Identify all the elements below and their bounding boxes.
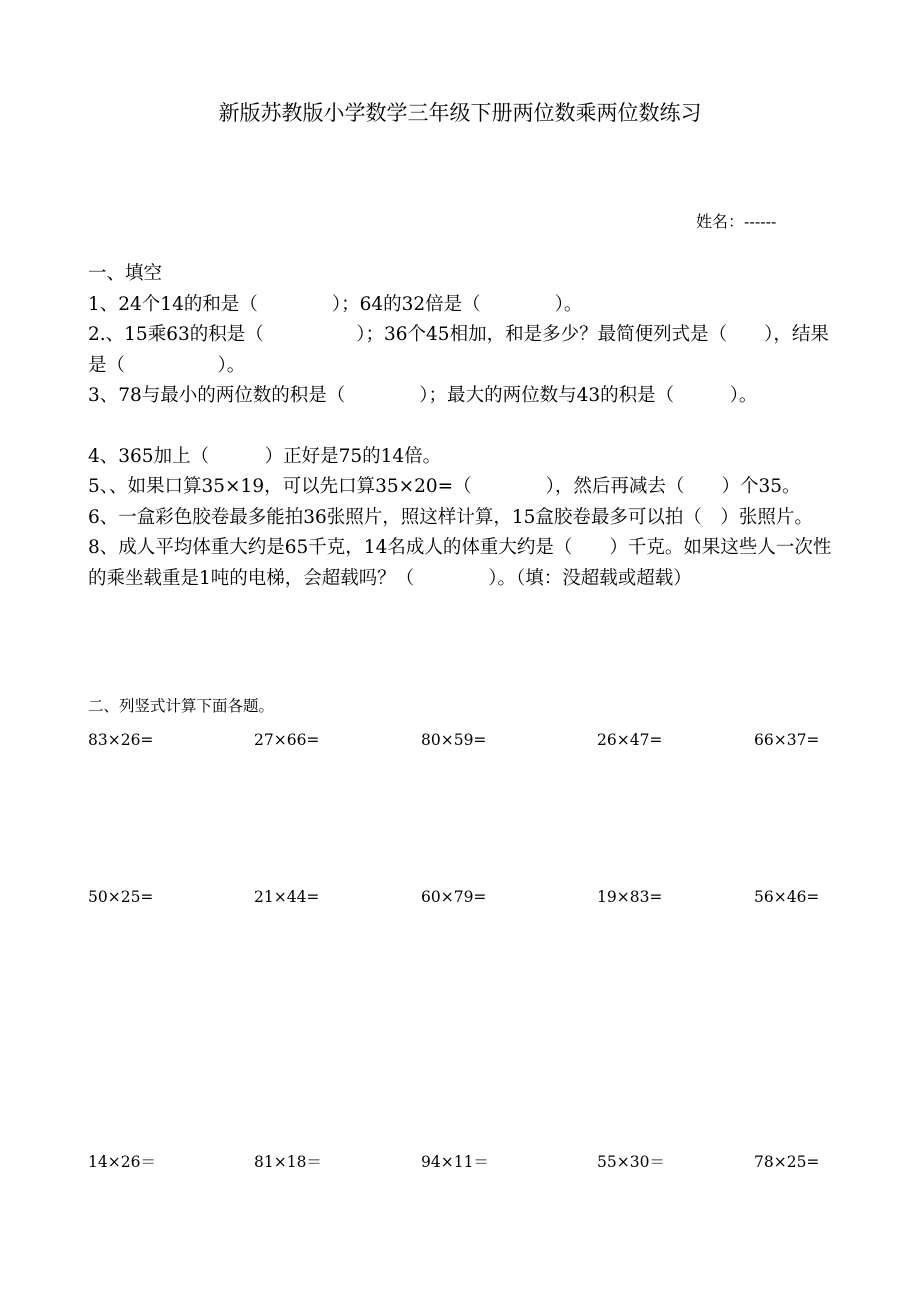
calc-problem: 14×26＝: [88, 1153, 156, 1171]
section-heading-vertical-calc: 二、列竖式计算下面各题。: [88, 697, 275, 715]
calc-problem: 66×37=: [754, 731, 820, 749]
question-5: 5、、如果口算35×19，可以先口算35×20=（ ），然后再减去（ ）个35。: [88, 476, 801, 497]
question-3: 3、78与最小的两位数的积是（ ）；最大的两位数与43的积是（ ）。: [88, 385, 758, 406]
name-field-label: 姓名：------: [696, 212, 777, 231]
question-2: 2.、15乘63的积是（ ）；36个45相加，和是多少？最简便列式是（ ），结果是（ ）。: [88, 324, 829, 376]
calc-problem: 60×79=: [421, 888, 487, 906]
calc-problem: 83×26=: [88, 731, 154, 749]
calc-problem: 50×25=: [88, 888, 154, 906]
calc-problem: 26×47=: [597, 731, 663, 749]
calc-problem: 19×83=: [597, 888, 663, 906]
calc-problem: 80×59=: [421, 731, 487, 749]
calc-problem: 21×44=: [254, 888, 320, 906]
calc-problem: 78×25=: [754, 1153, 820, 1171]
question-4: 4、365加上（ ）正好是75的14倍。: [88, 445, 442, 467]
fill-in-section: [88, 259, 840, 594]
calc-problem: 56×46=: [754, 888, 820, 906]
page-title: 新版苏教版小学数学三年级下册两位数乘两位数练习: [218, 101, 702, 125]
calc-problem: 94×11＝: [421, 1153, 489, 1171]
question-6: 6、一盒彩色胶卷最多能拍36张照片，照这样计算，15盒胶卷最多可以拍（ ）张照片。: [88, 506, 813, 528]
calc-row-2: [0, 884, 920, 910]
question-8: 8、成人平均体重大约是65千克，14名成人的体重大约是（ ）千克。如果这些人一次性的乘坐载重是1吨的电梯，会超载吗？（ ）。（填：没超载或超载）: [88, 537, 832, 589]
calc-row-3: [0, 1149, 920, 1175]
calc-problem: 55×30＝: [597, 1153, 665, 1171]
section-heading-fill-in: 一、填空: [88, 263, 163, 284]
question-1: 1、24个14的和是（ ）；64的32倍是（ ）。: [88, 293, 583, 315]
calc-problem: 27×66=: [254, 731, 320, 749]
calc-row-1: [0, 727, 920, 753]
calc-problem: 81×18＝: [254, 1153, 322, 1171]
